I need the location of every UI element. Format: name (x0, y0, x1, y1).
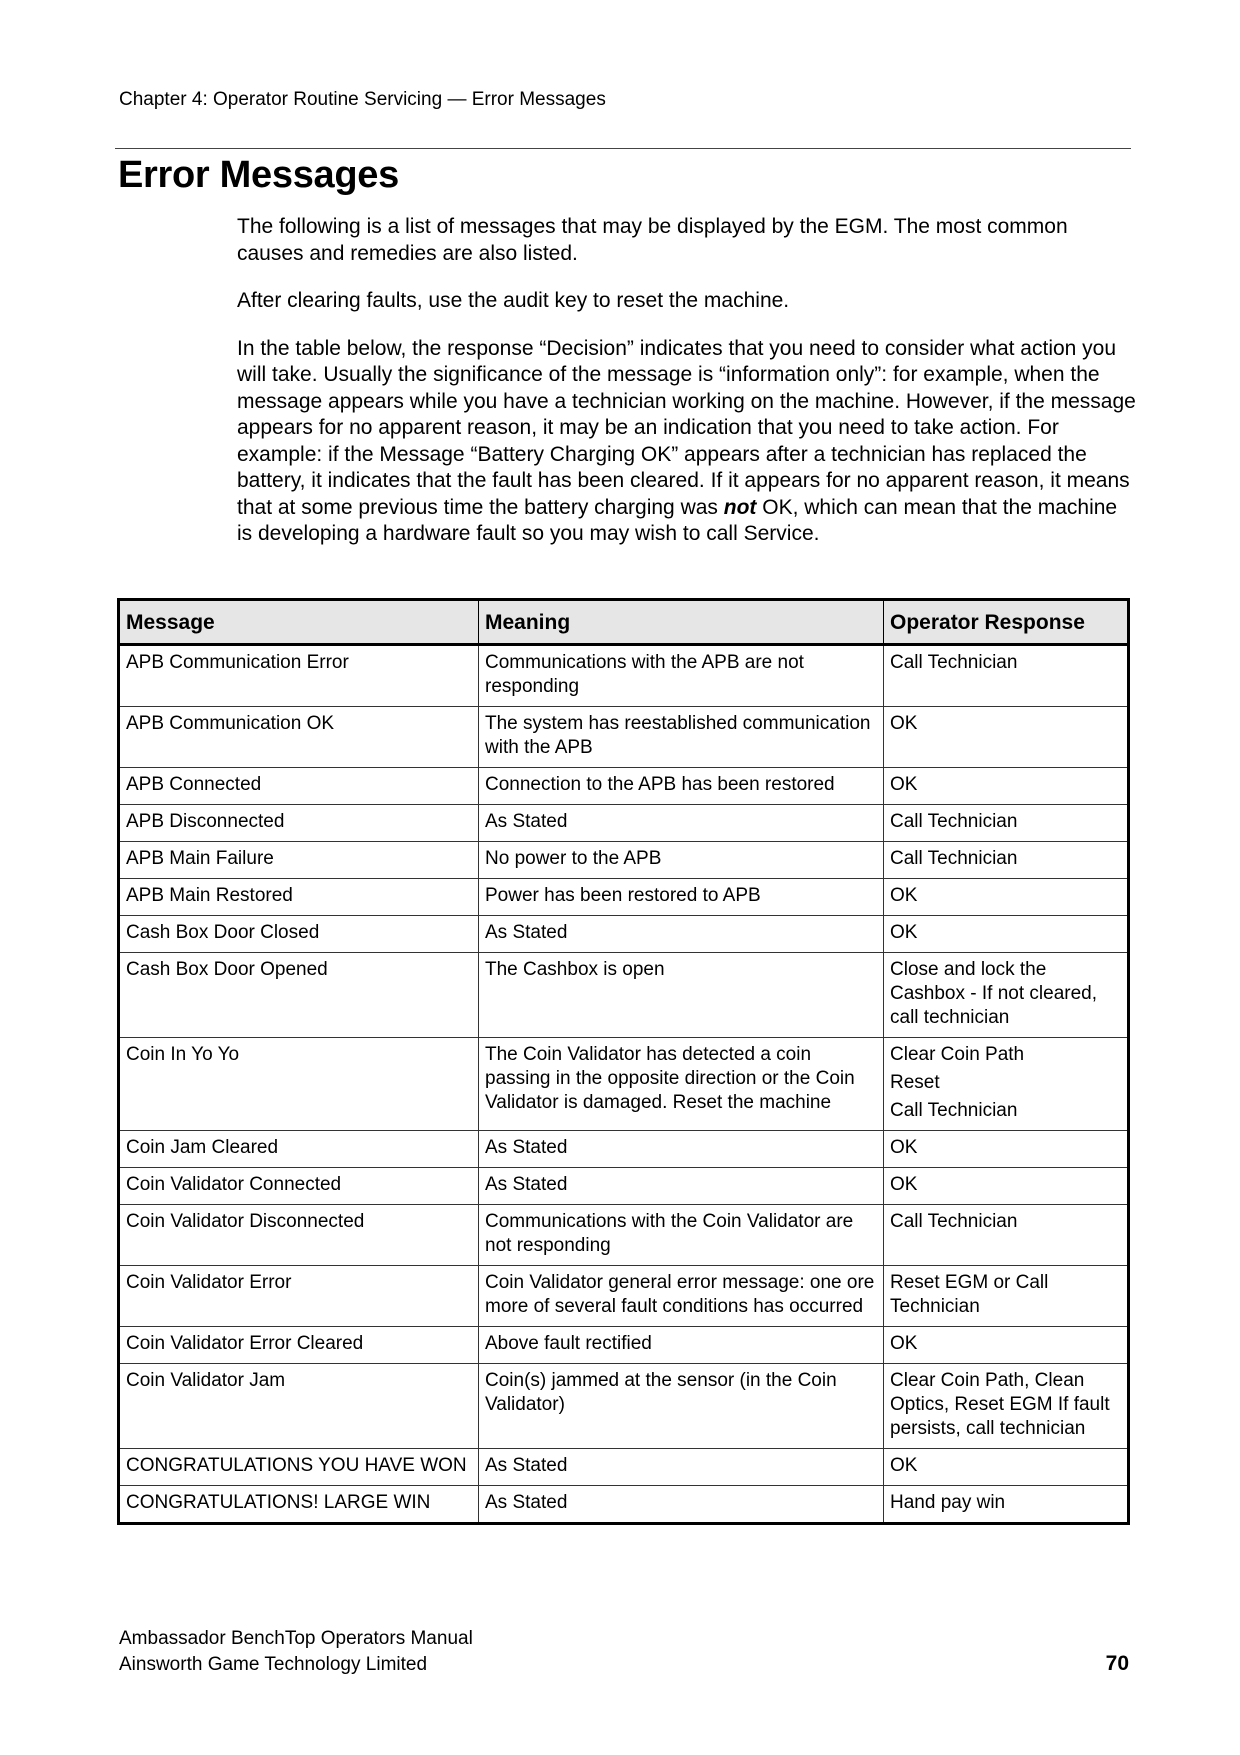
table-row (119, 1327, 1129, 1364)
intro-paragraph (237, 336, 1137, 548)
cell-operator-response (884, 1486, 1129, 1524)
cell-message: Coin Validator Connected (119, 1168, 479, 1205)
footer-company: Ainsworth Game Technology Limited (119, 1654, 428, 1675)
column-header-meaning: Meaning (479, 600, 884, 645)
header-divider (115, 148, 1131, 149)
cell-operator-response (884, 879, 1129, 916)
table-row (119, 1449, 1129, 1486)
cell-meaning: The system has reestablished communication with the APB (479, 707, 884, 768)
cell-message: CONGRATULATIONS YOU HAVE WON (119, 1449, 479, 1486)
response-line: Hand pay win (890, 1492, 1006, 1513)
table-header-row (119, 600, 1129, 645)
cell-operator-response (884, 707, 1129, 768)
cell-message: APB Main Restored (119, 879, 479, 916)
response-line: Clear Coin Path (890, 1044, 1025, 1065)
response-line: OK (890, 1455, 918, 1476)
cell-meaning: Coin(s) jammed at the sensor (in the Coin Validator) (479, 1364, 884, 1449)
response-line: Close and lock the Cashbox - If not cleared, call technician (890, 959, 1097, 1028)
table-row (119, 1486, 1129, 1524)
table-row (119, 1364, 1129, 1449)
response-line: Reset (890, 1072, 940, 1093)
cell-meaning: Power has been restored to APB (479, 879, 884, 916)
intro-paragraph: After clearing faults, use the audit key to reset the machine. (237, 289, 790, 312)
table-row (119, 1168, 1129, 1205)
cell-message: Coin Validator Error Cleared (119, 1327, 479, 1364)
cell-meaning: As Stated (479, 805, 884, 842)
cell-message: APB Connected (119, 768, 479, 805)
cell-meaning: Communications with the APB are not responding (479, 645, 884, 707)
cell-meaning: The Coin Validator has detected a coin passing in the opposite direction or the Coin Validator is damaged. Reset the machine (479, 1038, 884, 1131)
paragraph-text: In the table below, the response “Decision” indicates that you need to consider what action you will take. Usually the significance of the message is “information only”: for example, when the message appears while you have a technician working on the machine. However, if the message appears for no apparent reason, it may be an indication that you need to take action. For example: if the Message “Battery Charging OK” appears after a technician has replaced the battery, it indicates that the fault has been cleared. If it appears for no apparent reason, it means that at some previous time the battery charging was (237, 336, 1136, 519)
paragraph-text: OK, which can mean that the machine is developing a hardware fault so you may wish to call Service. (237, 495, 1118, 545)
table-row (119, 1038, 1129, 1131)
cell-operator-response (884, 768, 1129, 805)
response-line: OK (890, 774, 918, 795)
cell-meaning: Connection to the APB has been restored (479, 768, 884, 805)
cell-operator-response (884, 645, 1129, 707)
page-title: Error Messages (118, 154, 399, 196)
table-row (119, 842, 1129, 879)
cell-message: Cash Box Door Opened (119, 953, 479, 1038)
cell-meaning: As Stated (479, 1131, 884, 1168)
intro-paragraph: The following is a list of messages that may be displayed by the EGM. The most common causes and remedies are also listed. (237, 215, 1068, 265)
cell-message: APB Main Failure (119, 842, 479, 879)
response-line: OK (890, 922, 918, 943)
cell-operator-response (884, 1205, 1129, 1266)
table-row (119, 879, 1129, 916)
cell-message: Coin Validator Disconnected (119, 1205, 479, 1266)
table-row (119, 707, 1129, 768)
cell-operator-response (884, 1131, 1129, 1168)
cell-meaning: As Stated (479, 1486, 884, 1524)
response-line: Call Technician (890, 848, 1018, 869)
response-line: OK (890, 1137, 918, 1158)
cell-operator-response (884, 916, 1129, 953)
response-line: OK (890, 1333, 918, 1354)
cell-meaning: Coin Validator general error message: one ore more of several fault conditions has occurred (479, 1266, 884, 1327)
cell-operator-response (884, 1168, 1129, 1205)
cell-operator-response (884, 1038, 1129, 1131)
cell-meaning: Above fault rectified (479, 1327, 884, 1364)
cell-meaning: As Stated (479, 1449, 884, 1486)
cell-message: Cash Box Door Closed (119, 916, 479, 953)
intro-text (237, 214, 1137, 548)
table-row (119, 805, 1129, 842)
footer-manual-title: Ambassador BenchTop Operators Manual (119, 1628, 473, 1649)
cell-message: Coin In Yo Yo (119, 1038, 479, 1131)
table-row (119, 953, 1129, 1038)
cell-meaning: Communications with the Coin Validator are not responding (479, 1205, 884, 1266)
table-row (119, 768, 1129, 805)
response-line: Clear Coin Path, Clean Optics, Reset EGM If fault persists, call technician (890, 1370, 1110, 1439)
cell-message: Coin Validator Error (119, 1266, 479, 1327)
response-line: OK (890, 1174, 918, 1195)
running-head: Chapter 4: Operator Routine Servicing — Error Messages (119, 89, 606, 110)
cell-operator-response (884, 1266, 1129, 1327)
cell-message: APB Disconnected (119, 805, 479, 842)
cell-message: APB Communication OK (119, 707, 479, 768)
response-line: Call Technician (890, 811, 1018, 832)
cell-message: Coin Jam Cleared (119, 1131, 479, 1168)
cell-message: APB Communication Error (119, 645, 479, 707)
response-line: Call Technician (890, 1211, 1018, 1232)
response-line: Reset EGM or Call Technician (890, 1272, 1049, 1317)
error-messages-table (117, 598, 1130, 1525)
cell-meaning: The Cashbox is open (479, 953, 884, 1038)
cell-operator-response (884, 953, 1129, 1038)
cell-operator-response (884, 842, 1129, 879)
page-number: 70 (1105, 1652, 1129, 1675)
table-body (119, 645, 1129, 1524)
response-line: OK (890, 713, 918, 734)
table-row (119, 645, 1129, 707)
column-header-operator-response: Operator Response (884, 600, 1129, 645)
cell-meaning: As Stated (479, 1168, 884, 1205)
response-line: Call Technician (890, 652, 1018, 673)
cell-operator-response (884, 805, 1129, 842)
cell-operator-response (884, 1364, 1129, 1449)
cell-meaning: As Stated (479, 916, 884, 953)
cell-message: Coin Validator Jam (119, 1364, 479, 1449)
response-line: Call Technician (890, 1100, 1018, 1121)
cell-meaning: No power to the APB (479, 842, 884, 879)
cell-message: CONGRATULATIONS! LARGE WIN (119, 1486, 479, 1524)
table-row (119, 916, 1129, 953)
table-row (119, 1205, 1129, 1266)
cell-operator-response (884, 1327, 1129, 1364)
response-line: OK (890, 885, 918, 906)
table-row (119, 1131, 1129, 1168)
table-row (119, 1266, 1129, 1327)
column-header-message: Message (119, 600, 479, 645)
cell-operator-response (884, 1449, 1129, 1486)
emphasis-text: not (723, 495, 757, 519)
